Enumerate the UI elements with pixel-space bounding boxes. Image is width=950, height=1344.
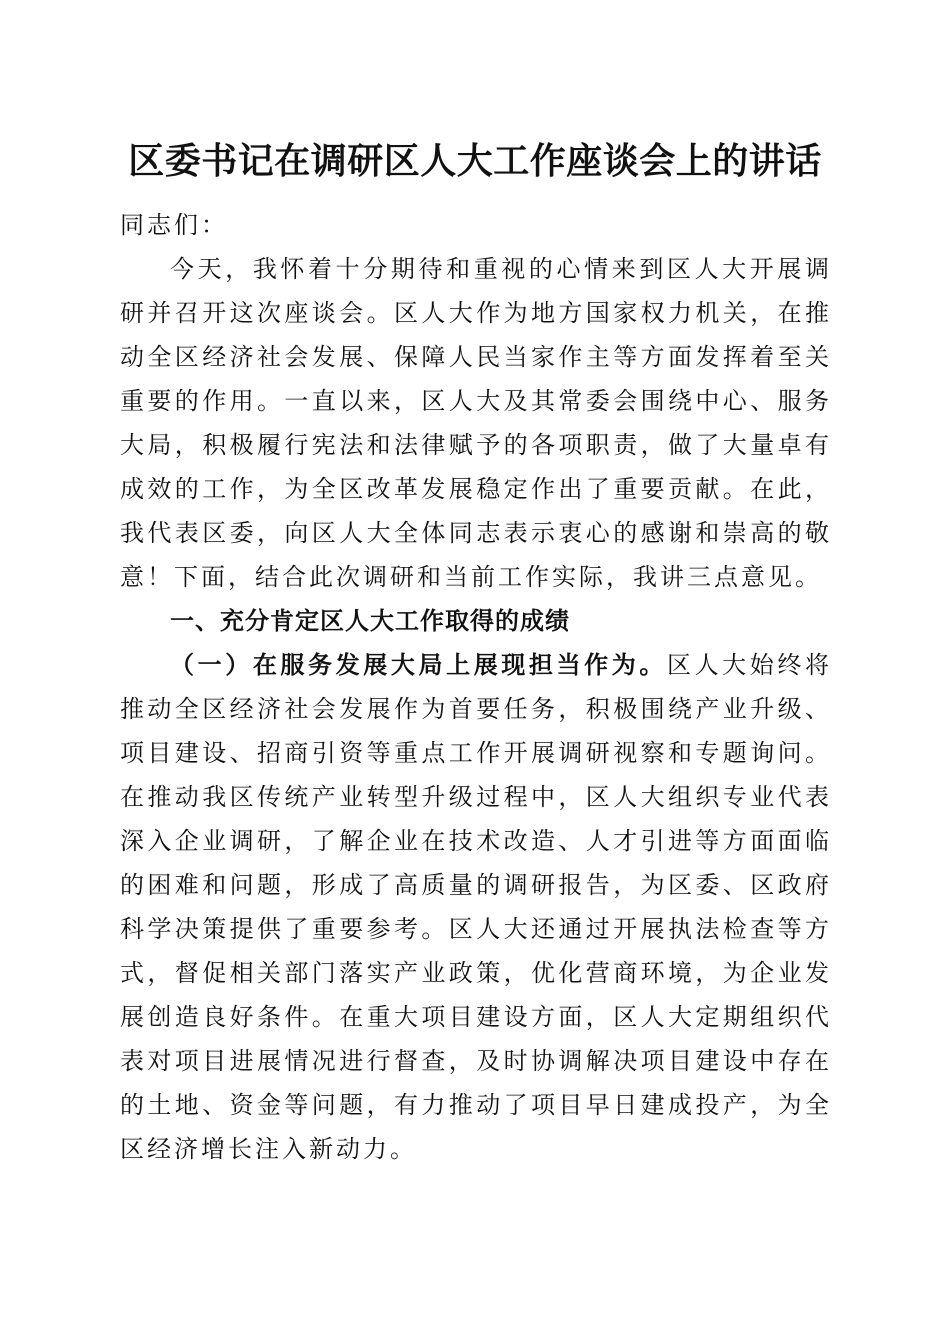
subsection-lead: （一）在服务发展大局上展现担当作为。 <box>170 650 667 679</box>
subsection-paragraph <box>120 643 832 1171</box>
section-heading: 一、充分肯定区人大工作取得的成绩 <box>170 607 570 635</box>
intro-paragraph: 今天，我怀着十分期待和重视的心情来到区人大开展调研并召开这次座谈会。区人大作为地方国家权力机关，在推动全区经济社会发展、保障人民当家作主等方面发挥着至关重要的作用。一直以来，区人大及其常委会围绕中心、服务大局，积极履行宪法和法律赋予的各项职责，做了大量卓有成效的工作，为全区改革发展稳定作出了重要贡献。在此，我代表区委，向区人大全体同志表示衷心的感谢和崇高的敬意！下面，结合此次调研和当前工作实际，我讲三点意见。 <box>120 255 832 591</box>
salutation: 同志们： <box>120 211 228 239</box>
document-body <box>120 203 832 1171</box>
subsection-text: 区人大始终将推动全区经济社会发展作为首要任务，积极围绕产业升级、项目建设、招商引资等重点工作开展调研视察和专题询问。在推动我区传统产业转型升级过程中，区人大组织专业代表深入企业调研，了解企业在技术改造、人才引进等方面面临的困难和问题，形成了高质量的调研报告，为区委、区政府科学决策提供了重要参考。区人大还通过开展执法检查等方式，督促相关部门落实产业政策，优化营商环境，为企业发展创造良好条件。在重大项目建设方面，区人大定期组织代表对项目进展情况进行督查，及时协调解决项目建设中存在的土地、资金等问题，有力推动了项目早日建成投产，为全区经济增长注入新动力。 <box>120 651 833 1163</box>
document-title: 区委书记在调研区人大工作座谈会上的讲话 <box>128 140 822 182</box>
